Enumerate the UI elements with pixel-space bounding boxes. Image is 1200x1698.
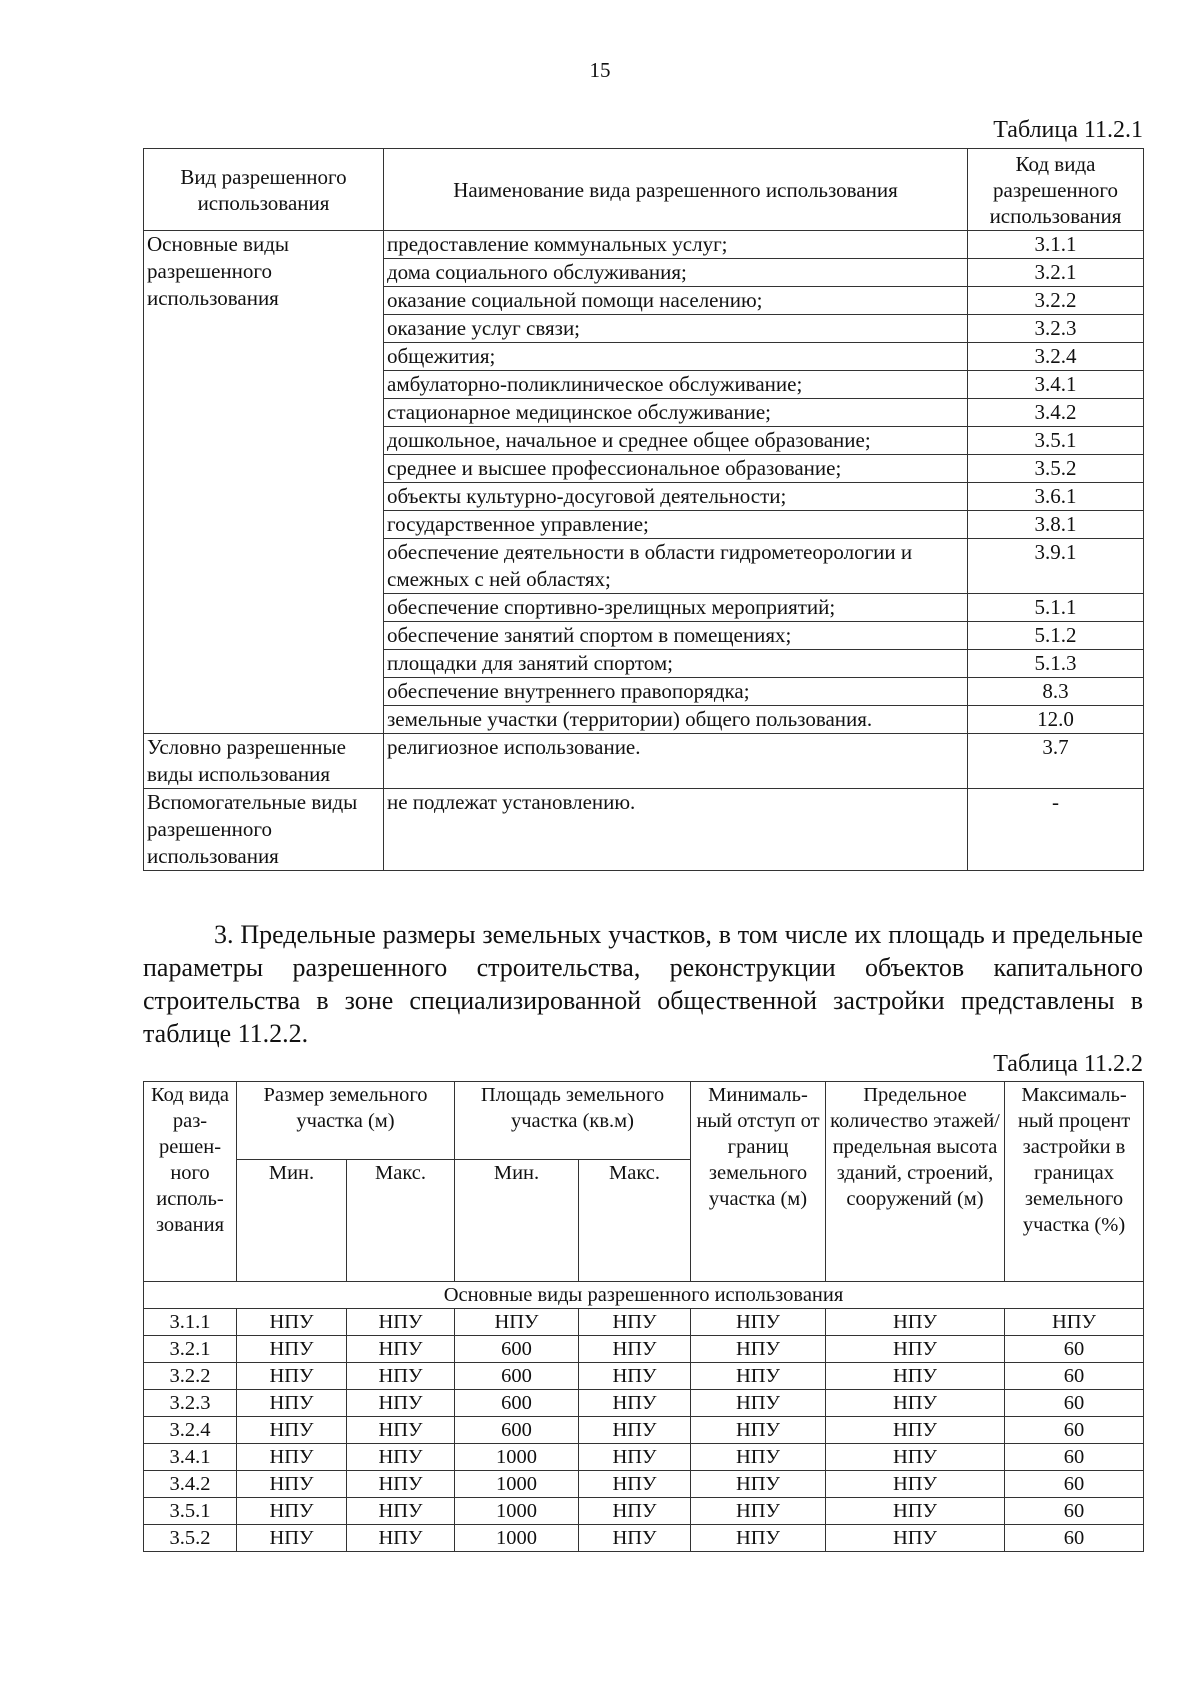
use-code-cell: - <box>968 789 1144 871</box>
row-code-cell: 3.5.2 <box>144 1525 237 1552</box>
row-value-cell: 1000 <box>455 1444 579 1471</box>
row-value-cell: НПУ <box>347 1309 455 1336</box>
row-value-cell: НПУ <box>826 1525 1005 1552</box>
use-name-cell: дошкольное, начальное и среднее общее образование; <box>384 427 968 455</box>
row-value-cell: НПУ <box>579 1363 691 1390</box>
table-row <box>144 789 1144 871</box>
row-value-cell: НПУ <box>826 1498 1005 1525</box>
use-name-cell: оказание социальной помощи населению; <box>384 287 968 315</box>
row-value-cell: НПУ <box>691 1444 826 1471</box>
row-value-cell: НПУ <box>691 1471 826 1498</box>
use-name-cell: общежития; <box>384 343 968 371</box>
table-row <box>144 1444 1144 1471</box>
row-value-cell: НПУ <box>826 1336 1005 1363</box>
use-name-cell: оказание услуг связи; <box>384 315 968 343</box>
row-value-cell: НПУ <box>579 1336 691 1363</box>
row-value-cell: НПУ <box>579 1444 691 1471</box>
row-value-cell: НПУ <box>237 1309 347 1336</box>
use-group-label: Вспомогательные виды разрешенного использования <box>144 789 384 871</box>
row-value-cell: НПУ <box>237 1363 347 1390</box>
use-name-cell: обеспечение внутреннего правопорядка; <box>384 678 968 706</box>
row-value-cell: НПУ <box>579 1525 691 1552</box>
table-row <box>144 1498 1144 1525</box>
table2-caption: Таблица 11.2.2 <box>993 1051 1143 1077</box>
table-row <box>144 1390 1144 1417</box>
header-land-size: Размер земельного участка (м) <box>237 1082 455 1160</box>
row-value-cell: НПУ <box>347 1444 455 1471</box>
row-value-cell: НПУ <box>691 1336 826 1363</box>
parameters-table-body <box>144 1282 1144 1552</box>
use-code-cell: 3.2.2 <box>968 287 1144 315</box>
row-value-cell: НПУ <box>691 1363 826 1390</box>
row-value-cell: 1000 <box>455 1471 579 1498</box>
use-code-cell: 3.5.2 <box>968 455 1144 483</box>
row-value-cell: НПУ <box>826 1471 1005 1498</box>
header-setback: Минималь-ный отступ от границ земельного участка (м) <box>691 1082 826 1282</box>
row-code-cell: 3.2.4 <box>144 1417 237 1444</box>
row-value-cell: 60 <box>1005 1498 1144 1525</box>
use-code-cell: 3.1.1 <box>968 231 1144 259</box>
row-code-cell: 3.2.1 <box>144 1336 237 1363</box>
row-value-cell: НПУ <box>579 1471 691 1498</box>
table-row <box>144 1417 1144 1444</box>
use-group-label: Условно разрешенные виды использования <box>144 734 384 789</box>
table-row <box>144 231 1144 259</box>
use-name-cell: не подлежат установлению. <box>384 789 968 871</box>
row-value-cell: 600 <box>455 1417 579 1444</box>
row-code-cell: 3.2.2 <box>144 1363 237 1390</box>
use-name-cell: площадки для занятий спортом; <box>384 650 968 678</box>
row-value-cell: НПУ <box>691 1525 826 1552</box>
row-value-cell: НПУ <box>347 1525 455 1552</box>
row-value-cell: НПУ <box>455 1309 579 1336</box>
section-row-label: Основные виды разрешенного использования <box>144 1282 1144 1309</box>
use-name-cell: обеспечение деятельности в области гидрометеорологии и смежных с ней областях; <box>384 539 968 594</box>
use-code-cell: 5.1.3 <box>968 650 1144 678</box>
use-code-cell: 3.9.1 <box>968 539 1144 594</box>
use-name-cell: предоставление коммунальных услуг; <box>384 231 968 259</box>
row-code-cell: 3.2.3 <box>144 1390 237 1417</box>
row-value-cell: НПУ <box>826 1417 1005 1444</box>
use-code-cell: 3.2.4 <box>968 343 1144 371</box>
row-value-cell: 1000 <box>455 1525 579 1552</box>
use-name-cell: среднее и высшее профессиональное образование; <box>384 455 968 483</box>
header-size-min: Мин. <box>237 1160 347 1282</box>
table-row <box>144 734 1144 789</box>
row-value-cell: НПУ <box>1005 1309 1144 1336</box>
table-row <box>144 1525 1144 1552</box>
use-name-cell: стационарное медицинское обслуживание; <box>384 399 968 427</box>
row-value-cell: 60 <box>1005 1525 1144 1552</box>
row-value-cell: НПУ <box>237 1525 347 1552</box>
use-name-cell: обеспечение спортивно-зрелищных мероприятий; <box>384 594 968 622</box>
header-floors: Предельное количество этажей/ предельная высота зданий, строений, сооружений (м) <box>826 1082 1005 1282</box>
permitted-use-table <box>143 148 1144 871</box>
header-area-min: Мин. <box>455 1160 579 1282</box>
header-size-max: Макс. <box>347 1160 455 1282</box>
table-row <box>144 1309 1144 1336</box>
table-row <box>144 1336 1144 1363</box>
use-code-cell: 3.2.1 <box>968 259 1144 287</box>
page-number: 15 <box>589 58 611 82</box>
use-name-cell: религиозное использование. <box>384 734 968 789</box>
use-code-cell: 12.0 <box>968 706 1144 734</box>
row-value-cell: НПУ <box>347 1363 455 1390</box>
use-code-cell: 3.7 <box>968 734 1144 789</box>
row-value-cell: 60 <box>1005 1336 1144 1363</box>
header-use-code: Код вида разрешенного использования <box>968 149 1144 231</box>
row-value-cell: 600 <box>455 1363 579 1390</box>
row-code-cell: 3.4.2 <box>144 1471 237 1498</box>
row-value-cell: 60 <box>1005 1471 1144 1498</box>
use-code-cell: 8.3 <box>968 678 1144 706</box>
row-value-cell: 60 <box>1005 1363 1144 1390</box>
row-value-cell: НПУ <box>579 1309 691 1336</box>
row-value-cell: НПУ <box>237 1336 347 1363</box>
use-code-cell: 3.5.1 <box>968 427 1144 455</box>
row-value-cell: НПУ <box>826 1390 1005 1417</box>
use-code-cell: 3.8.1 <box>968 511 1144 539</box>
row-value-cell: НПУ <box>237 1498 347 1525</box>
use-code-cell: 3.4.1 <box>968 371 1144 399</box>
body-paragraph: 3. Предельные размеры земельных участков, в том числе их площадь и предельные параметры разрешенного строительства, реконструкции объектов капитального строительства в зоне специализированной общественной застройки представлены в таблице 11.2.2. <box>143 920 1143 1048</box>
header-use-type: Вид разрешенного использования <box>144 149 384 231</box>
row-value-cell: НПУ <box>691 1309 826 1336</box>
row-value-cell: 1000 <box>455 1498 579 1525</box>
row-value-cell: НПУ <box>826 1309 1005 1336</box>
row-value-cell: НПУ <box>237 1444 347 1471</box>
use-group-label: Основные виды разрешенного использования <box>144 231 384 734</box>
use-name-cell: амбулаторно-поликлиническое обслуживание; <box>384 371 968 399</box>
use-code-cell: 5.1.1 <box>968 594 1144 622</box>
row-value-cell: НПУ <box>347 1417 455 1444</box>
use-code-cell: 3.6.1 <box>968 483 1144 511</box>
parameters-table <box>143 1081 1144 1552</box>
header-land-area: Площадь земельного участка (кв.м) <box>455 1082 691 1160</box>
use-name-cell: дома социального обслуживания; <box>384 259 968 287</box>
permitted-use-table-body <box>144 231 1144 871</box>
header-use-name: Наименование вида разрешенного использования <box>384 149 968 231</box>
use-name-cell: земельные участки (территории) общего пользования. <box>384 706 968 734</box>
row-value-cell: НПУ <box>347 1390 455 1417</box>
use-name-cell: обеспечение занятий спортом в помещениях; <box>384 622 968 650</box>
use-code-cell: 3.2.3 <box>968 315 1144 343</box>
row-value-cell: НПУ <box>691 1390 826 1417</box>
row-value-cell: НПУ <box>347 1336 455 1363</box>
header-area-max: Макс. <box>579 1160 691 1282</box>
header-code: Код вида раз-решен-ного исполь-зования <box>144 1082 237 1282</box>
row-value-cell: 600 <box>455 1336 579 1363</box>
row-value-cell: НПУ <box>826 1363 1005 1390</box>
use-code-cell: 5.1.2 <box>968 622 1144 650</box>
use-name-cell: объекты культурно-досуговой деятельности; <box>384 483 968 511</box>
row-value-cell: НПУ <box>579 1417 691 1444</box>
use-name-cell: государственное управление; <box>384 511 968 539</box>
use-code-cell: 3.4.2 <box>968 399 1144 427</box>
row-value-cell: 600 <box>455 1390 579 1417</box>
row-code-cell: 3.5.1 <box>144 1498 237 1525</box>
row-value-cell: НПУ <box>237 1417 347 1444</box>
table-row <box>144 1471 1144 1498</box>
row-value-cell: НПУ <box>691 1498 826 1525</box>
row-value-cell: 60 <box>1005 1444 1144 1471</box>
row-value-cell: НПУ <box>237 1471 347 1498</box>
row-value-cell: НПУ <box>347 1498 455 1525</box>
table1-caption: Таблица 11.2.1 <box>993 117 1143 143</box>
row-value-cell: 60 <box>1005 1417 1144 1444</box>
row-value-cell: НПУ <box>347 1471 455 1498</box>
table-row <box>144 1363 1144 1390</box>
row-value-cell: НПУ <box>579 1498 691 1525</box>
row-value-cell: НПУ <box>579 1390 691 1417</box>
row-code-cell: 3.4.1 <box>144 1444 237 1471</box>
header-coverage: Максималь-ный процент застройки в границах земельного участка (%) <box>1005 1082 1144 1282</box>
row-value-cell: НПУ <box>691 1417 826 1444</box>
row-value-cell: НПУ <box>826 1444 1005 1471</box>
row-value-cell: НПУ <box>237 1390 347 1417</box>
row-value-cell: 60 <box>1005 1390 1144 1417</box>
row-code-cell: 3.1.1 <box>144 1309 237 1336</box>
